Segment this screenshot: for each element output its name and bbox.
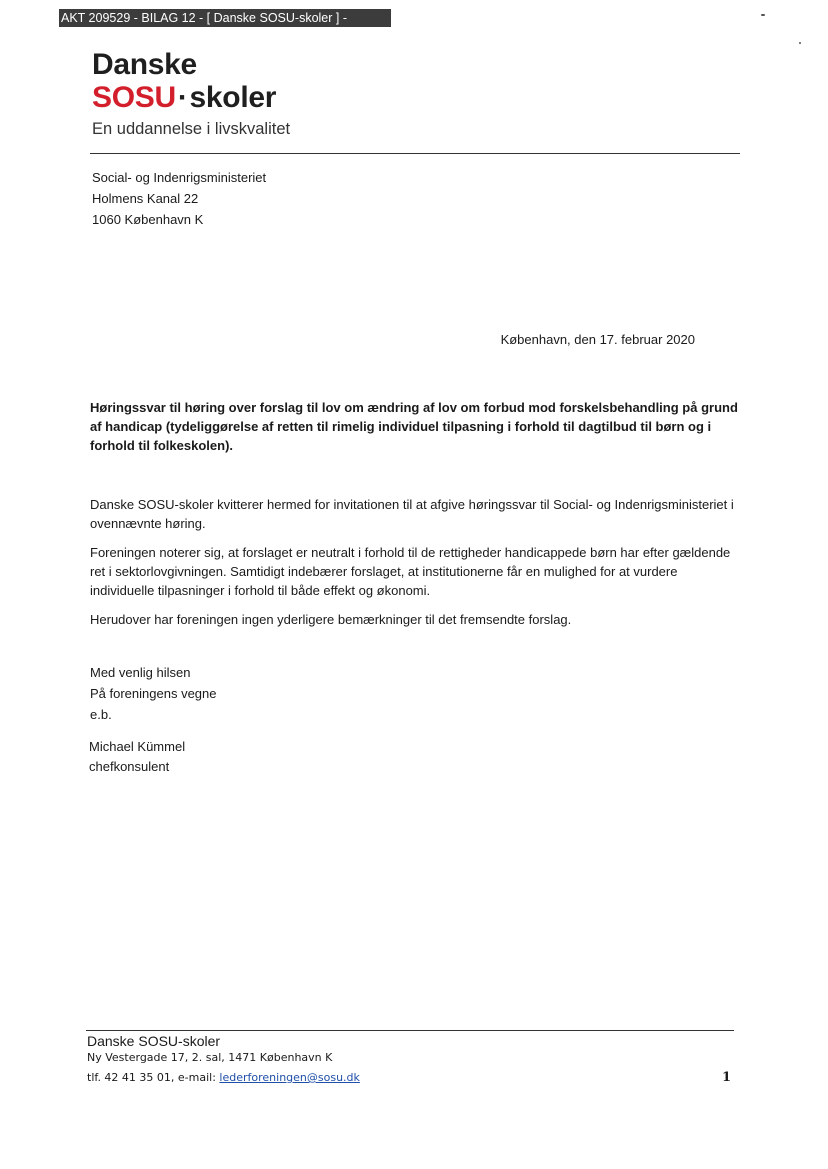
body-paragraph: Danske SOSU-skoler kvitterer hermed for invitationen til at afgive høringssvar til Social- og Indenrigsministeriet i ovennævnte høring. (90, 497, 734, 531)
logo-sosu: SOSU (92, 81, 176, 114)
footer-email-link[interactable]: lederforeningen@sosu.dk (219, 1071, 360, 1084)
letter-subject: Høringssvar til høring over forslag til lov om ændring af lov om forbud mod forskelsbehandling på grund af handicap (tydeliggørelse af retten til rimelig individuel tilpasning i forhold til dagtilbud til børn og i forhold til folkeskolen). (90, 400, 738, 453)
scan-speck (761, 14, 765, 16)
archive-stamp: AKT 209529 - BILAG 12 - [ Danske SOSU-skoler ] - (59, 9, 391, 27)
logo-tagline: En uddannelse i livskvalitet (92, 120, 291, 138)
recipient-line: 1060 København K (92, 212, 204, 227)
signer-name: Michael Kümmel (89, 739, 186, 754)
recipient-line: Social- og Indenrigsministeriet (92, 170, 267, 185)
signer-title: chefkonsulent (89, 759, 170, 774)
letter-date: København, den 17. februar 2020 (500, 332, 695, 347)
recipient-line: Holmens Kanal 22 (92, 191, 199, 206)
logo-danske: Danske (92, 48, 197, 81)
header-divider (90, 153, 740, 154)
footer-contact (87, 1071, 360, 1084)
signature-block (89, 737, 185, 777)
letter-body (90, 495, 740, 639)
closing-line: Med venlig hilsen (90, 665, 191, 680)
scan-speck (799, 42, 801, 44)
body-paragraph: Foreningen noterer sig, at forslaget er neutralt i forhold til de rettigheder handicappede børn har efter gældende ret i sektorlovgivningen. Samtidigt indebærer forslaget, at institutionerne får en mulighed for at vurdere individuelle tilpasninger i forhold til både effekt og økonomi. (90, 545, 731, 598)
closing-line: På foreningens vegne (90, 686, 217, 701)
logo-sosu-skoler (92, 83, 290, 113)
logo-skoler: skoler (189, 81, 277, 114)
footer-org: Danske SOSU-skoler (87, 1033, 221, 1049)
letter-closing (90, 662, 216, 725)
footer-divider (86, 1030, 734, 1031)
recipient-address (92, 167, 266, 230)
footer-address: Ny Vestergade 17, 2. sal, 1471 København K (87, 1051, 333, 1064)
closing-line: e.b. (90, 707, 112, 722)
body-paragraph: Herudover har foreningen ingen yderligere bemærkninger til det fremsendte forslag. (90, 612, 572, 627)
page-number: 1 (722, 1070, 732, 1085)
letterhead-logo (92, 50, 290, 139)
logo-dot: · (177, 81, 188, 114)
footer-phone: tlf. 42 41 35 01, e-mail: (87, 1071, 220, 1084)
